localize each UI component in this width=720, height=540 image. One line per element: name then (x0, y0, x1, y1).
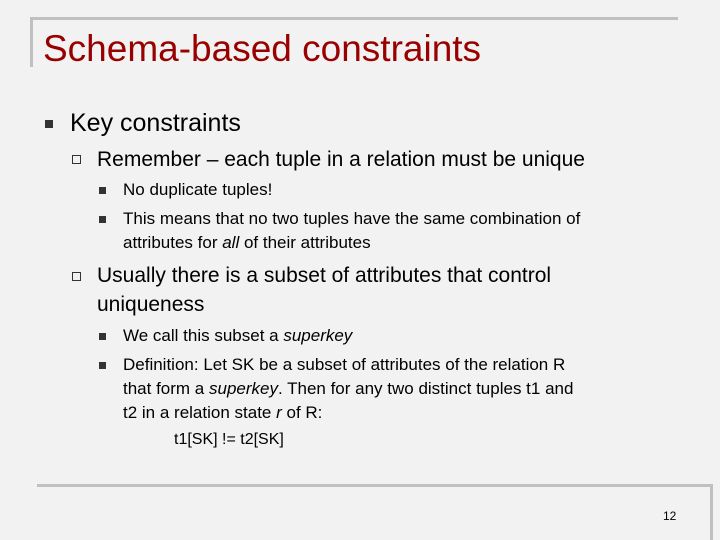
bullet-definition-line3 (123, 401, 322, 425)
text-run: . Then for any two distinct tuples t1 and (277, 379, 574, 398)
text-run: We call this subset a (123, 326, 284, 345)
bullet-subset-line1: Usually there is a subset of attributes that control (97, 264, 552, 287)
square-bullet-icon (99, 333, 106, 340)
slide-title: Schema-based constraints (43, 28, 482, 69)
bullet-key-constraints: Key constraints (70, 109, 241, 137)
bullet-definition-line2 (123, 377, 573, 401)
square-bullet-icon (99, 362, 106, 369)
bullet-tuple-unique: Remember – each tuple in a relation must be unique (97, 148, 585, 171)
hollow-square-bullet-icon (72, 272, 81, 281)
square-bullet-icon (99, 216, 106, 223)
hollow-square-bullet-icon (72, 155, 81, 164)
bullet-no-duplicates: No duplicate tuples! (123, 180, 273, 199)
formula-text: t1[SK] != t2[SK] (174, 431, 284, 448)
bullet-no-two-tuples-line2 (123, 231, 371, 255)
emphasis-all: all (222, 233, 240, 252)
text-run: t2 in a relation state (123, 403, 277, 422)
square-bullet-icon (45, 120, 53, 128)
emphasis-r: r (276, 403, 282, 422)
text-run: that form a (123, 379, 209, 398)
frame-left-rule (30, 17, 33, 67)
frame-right-rule (710, 484, 713, 540)
page-number: 12 (663, 509, 677, 523)
text-run: of R: (281, 403, 323, 422)
emphasis-superkey: superkey (283, 326, 353, 345)
text-run: attributes for (123, 233, 223, 252)
bullet-subset-line2: uniqueness (97, 293, 205, 316)
frame-top-rule (30, 17, 678, 20)
bullet-superkey-call (123, 324, 352, 348)
emphasis-superkey: superkey (208, 379, 278, 398)
bullet-definition-line1: Definition: Let SK be a subset of attributes of the relation R (123, 355, 566, 374)
bullet-no-two-tuples-line1: This means that no two tuples have the same combination of (123, 209, 581, 228)
frame-bottom-rule (37, 484, 713, 487)
square-bullet-icon (99, 187, 106, 194)
text-run: of their attributes (239, 233, 371, 252)
